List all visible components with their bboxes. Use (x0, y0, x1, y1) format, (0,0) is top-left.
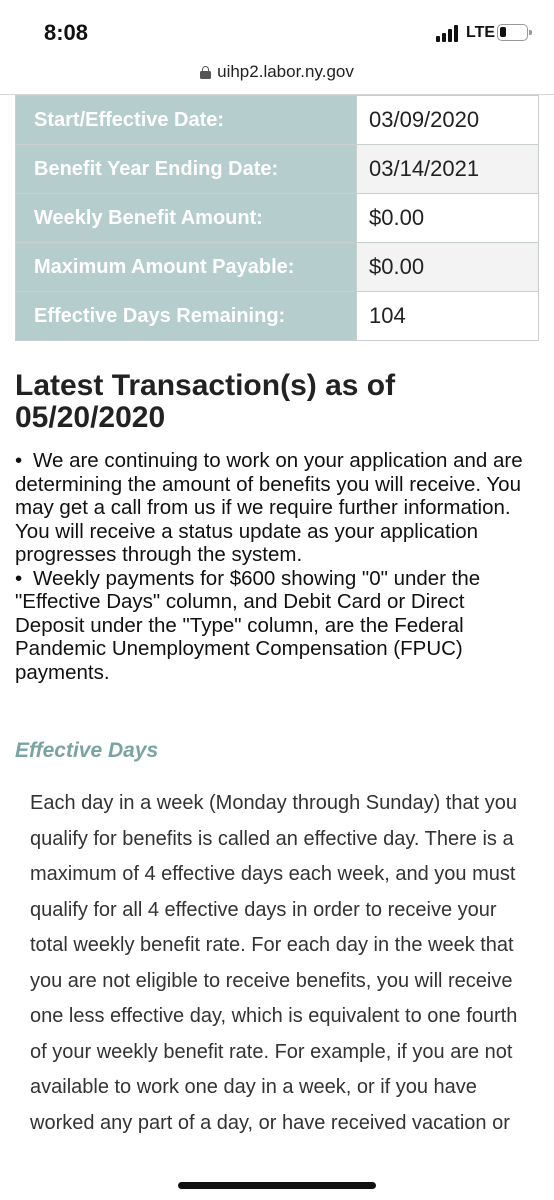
row-value: $0.00 (357, 243, 539, 292)
row-value: 104 (357, 292, 539, 341)
lock-icon (200, 66, 211, 79)
row-value: 03/14/2021 (357, 145, 539, 194)
battery-icon (497, 24, 528, 41)
transactions-list (15, 449, 539, 684)
table-row (16, 145, 539, 194)
row-label: Benefit Year Ending Date: (16, 145, 357, 194)
network-type: LTE (466, 24, 496, 41)
row-value: 03/09/2020 (357, 96, 539, 145)
clock: 8:08 (44, 20, 89, 45)
signal-strength-icon (436, 24, 462, 42)
home-indicator[interactable] (178, 1182, 376, 1189)
row-label: Weekly Benefit Amount: (16, 194, 357, 243)
row-label: Start/Effective Date: (16, 96, 357, 145)
row-label: Effective Days Remaining: (16, 292, 357, 341)
url-text: uihp2.labor.ny.gov (217, 62, 354, 81)
table-row (16, 96, 539, 145)
claim-summary-table (15, 95, 539, 341)
table-row (16, 292, 539, 341)
address-bar[interactable] (0, 62, 554, 96)
row-value: $0.00 (357, 194, 539, 243)
row-label: Maximum Amount Payable: (16, 243, 357, 292)
effective-days-description: Each day in a week (Monday through Sunday) that you qualify for benefits is called an effective day. There is a maximum of 4 effective days each week, and you must qualify for all 4 effective days in order to receive your total weekly benefit rate. For each day in the week that you are not eligible to receive benefits, you will receive one less effective day, which is equivalent to one fourth of your weekly benefit rate. For example, if you are not available to work one day in a week, or if you have worked any part of a day, or have received vacation or (30, 792, 518, 1134)
list-item: • Weekly payments for $600 showing "0" under the "Effective Days" column, and Debit Card or Direct Deposit under the "Type" column, are the Federal Pandemic Unemployment Compensation (FPUC) payments. (15, 566, 481, 684)
table-row (16, 243, 539, 292)
transactions-title: Latest Transaction(s) as of 05/20/2020 (15, 369, 396, 434)
list-item: • We are continuing to work on your application and are determining the amount of benefits you will receive. You may get a call from us if we require further information. You will receive a status update as your application progresses through the system. (15, 449, 523, 566)
status-bar (0, 0, 554, 64)
effective-days-heading: Effective Days (15, 739, 159, 762)
table-row (16, 194, 539, 243)
